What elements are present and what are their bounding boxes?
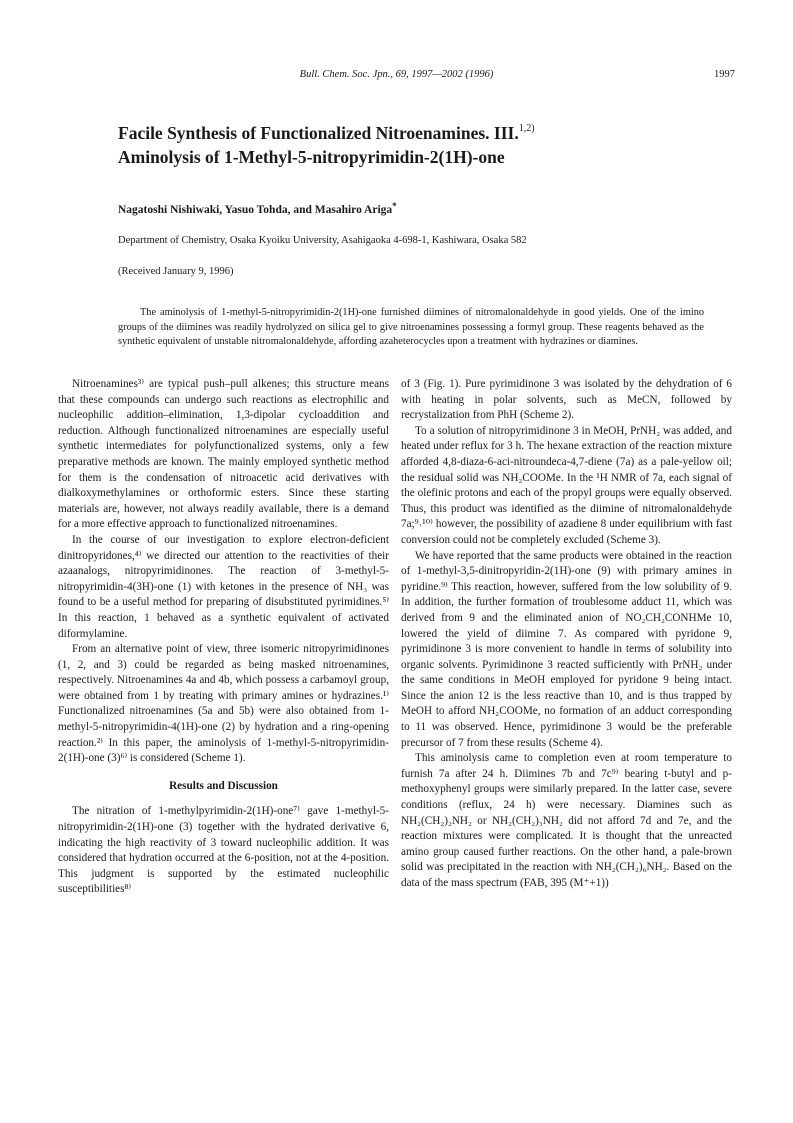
corresponding-mark: * [392,201,397,211]
received-date: (Received January 9, 1996) [118,266,234,277]
abstract: The aminolysis of 1-methyl-5-nitropyrimidin-2(1H)-one furnished diimines of nitromalonaldehyde in good yields. One of the imino groups of the diimines was readily hydrolyzed on silica gel to give nitroenamines possessing a formyl group. These reagents behaved as the synthetic equivalent of unstable nitromalonaldehyde, affording azaheterocycles upon a treatment with hydrazines or diamines. [118,307,704,347]
paragraph: To a solution of nitropyrimidinone 3 in MeOH, PrNH₂ was added, and heated under reflux for 3 h. The hexane extraction of the reaction mixture afforded 4,8-diaza-6-aci-nitroundeca-4,7-diene (7a) as a pale-yellow oil; the residual solid was NH₂COOMe. In the ¹H NMR of 7a, each signal of the olefinic protons and each of the propyl groups were equally observed. Thus, this product was identified as the diimine of nitromalonaldehyde 7a;⁹˒¹⁰⁾ however, the possibility of azadiene 8 under equilibrium with fast conversion could not be completely excluded (Scheme 3). [401,424,732,546]
title-line-1: Facile Synthesis of Functionalized Nitroenamines. III. [118,123,519,143]
article-title [118,121,698,169]
title-refs: 1,2) [518,123,535,134]
author-list [118,201,397,216]
paragraph: We have reported that the same products were obtained in the reaction of 1-methyl-3,5-dinitropyridin-2(1H)-one (9) with primary amines in pyridine.⁹⁾ This reaction, however, suffered from the low solubility of 9. In addition, the further formation of troublesome adduct 11, which was derived from 9 and the eliminated anion of NO₂CH₂CONHMe 10, lowered the yield of diimine 7. As compared with pyridone 9, pyrimidinone 3 is more convenient to handle in terms of solubility into organic solvents. Pyrimidinone 3 reacted sufficiently with PrNH₂ under the same conditions in MeOH employed for pyridone 9 being intact. Since the anion 12 is the less reactive than 10, and is thus trapped by MeOH to afford NH₂COOMe, no formation of an adduct corresponding to 11 was observed. Hence, pyrimidinone 3 would be the preferable precursor of 7 from these results (Scheme 4). [401,549,732,749]
title-line-2: Aminolysis of 1-Methyl-5-nitropyrimidin-2(1H)-one [118,147,505,167]
journal-citation: Bull. Chem. Soc. Jpn., 69, 1997—2002 (1996) [299,69,494,80]
paragraph: Nitroenamines³⁾ are typical push–pull alkenes; this structure means that these compounds can undergo such reactions as electrophilic and nucleophilic addition–elimination, 1,3-dipolar cycloaddition and reduction. Although functionalized nitroenamines are especially useful synthetic intermediates for polyfunctionalized systems, only a few preparative methods are known. The mainly employed synthetic method for them is the condensation of nitroacetic acid derivatives with dialkoxymethylamines or orthoformic esters. Since these starting materials are, however, not always readily available, there is a demand for a more effective approach to functionalized nitroenamines. [58,378,389,531]
paragraph: This aminolysis came to completion even at room temperature to furnish 7a after 24 h. Diimines 7b and 7c⁹⁾ bearing t-butyl and p-methoxyphenyl groups were similarly prepared. In the latter case, severe conditions (reflux, 24 h) were necessary. Diamines such as NH₂(CH₂)₂NH₂ or NH₂(CH₂)₃NH₂ did not afford 7d and 7e, and the reaction mixtures were complicated. It is thought that the unreacted amino group caused further reactions. On the other hand, a pale-brown solid was precipitated in the reaction with NH₂(CH₂)₆NH₂. Based on the data of the mass spectrum (FAB, 395 (M⁺+1)) [401,752,732,889]
authors-text: Nagatoshi Nishiwaki, Yasuo Tohda, and Masahiro Ariga [118,204,393,216]
paragraph: of 3 (Fig. 1). Pure pyrimidinone 3 was isolated by the dehydration of 6 with heating in polar solvents, such as MeCN, followed by recrystalization from PhH (Scheme 2). [401,378,732,422]
paragraph: The nitration of 1-methylpyrimidin-2(1H)-one⁷⁾ gave 1-methyl-5-nitropyrimidin-2(1H)-one (3) together with the hydrated derivative 6, indicating the high reactivity of 3 toward nucleophilic addition. It was considered that hydration occurred at the 6-position, not at the 4-position. This judgment is supported by the estimated nucleophilic susceptibilities⁸⁾ [58,805,389,896]
affiliation: Department of Chemistry, Osaka Kyoiku University, Asahigaoka 4-698-1, Kashiwara, Osaka 582 [118,235,527,246]
paragraph: From an alternative point of view, three isomeric nitropyrimidinones (1, 2, and 3) could be regarded as being masked nitroenamines, respectively. Nitroenamines 4a and 4b, which possess a carbamoyl group, were obtained from 1 by treating with primary amines or hydrazines.¹⁾ Functionalized nitroenamines (5a and 5b) were also obtained from 1-methyl-5-nitropyrimidin-4(1H)-one (2) by hydration and a ring-opening reaction.²⁾ In this paper, the aminolysis of 1-methyl-5-nitropyrimidin-2(1H)-one (3)⁶⁾ is considered (Scheme 1). [58,643,389,765]
section-heading: Results and Discussion [169,779,278,792]
page-number: 1997 [714,69,735,80]
right-column [401,377,732,892]
left-column [58,377,389,898]
paragraph: In the course of our investigation to explore electron-deficient dinitropyridones,⁴⁾ we directed our attention to the reactivities of their azaanalogs, nitropyrimidinones. The reaction of 3-methyl-5-nitropyrimidin-4(3H)-one (1) with ketones in the presence of NH₃ was found to be a useful method for preparing of disubstituted pyrimidines.⁵⁾ In this reaction, 1 behaved as a synthetic equivalent of activated diformylamine. [58,533,389,640]
